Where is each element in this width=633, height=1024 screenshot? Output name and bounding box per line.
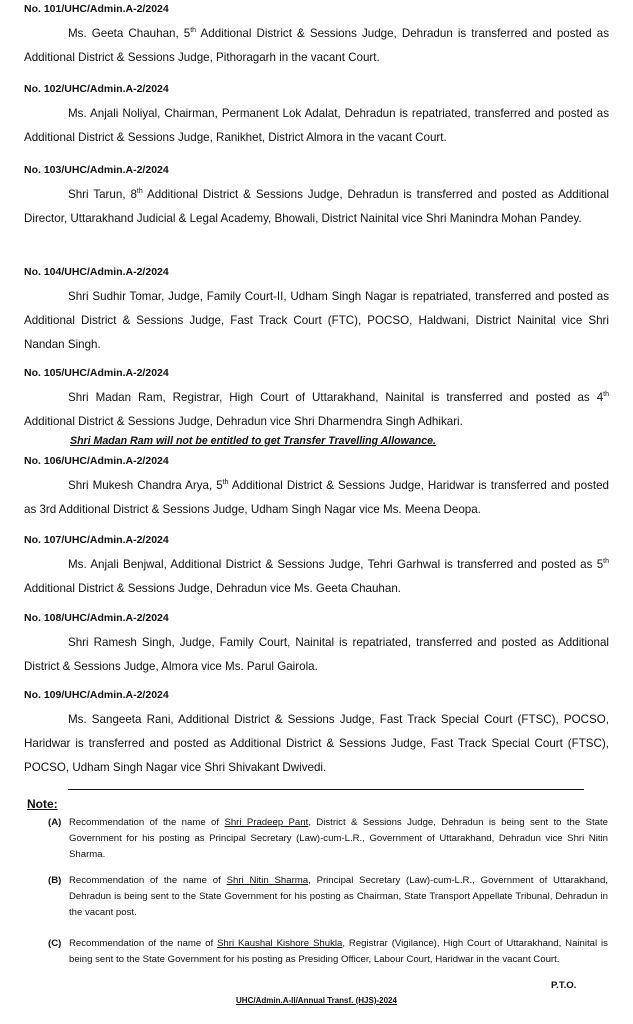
order-number: No. 107/UHC/Admin.A-2/2024 bbox=[24, 534, 169, 546]
order-text: Ms. Sangeeta Rani, Additional District & Sessions Judge, Fast Track Special Court (FTSC), POCSO, Haridwar is transferred and posted as Additional District & Sessions Judge, Fast Track Special Court (FTSC), POCSO, Udham Singh Nagar vice Shri Shivakant Dwivedi. bbox=[24, 713, 609, 774]
order-text: Shri Ramesh Singh, Judge, Family Court, Nainital is repatriated, transferred and posted as Additional District & Sessions Judge, Almora vice Ms. Parul Gairola. bbox=[24, 636, 609, 673]
divider-rule bbox=[68, 789, 584, 790]
order-number: No. 108/UHC/Admin.A-2/2024 bbox=[24, 612, 169, 624]
order-block bbox=[24, 266, 611, 357]
order-block bbox=[24, 3, 611, 70]
pto-marker: P.T.O. bbox=[551, 980, 577, 991]
order-text: Ms. Anjali Noliyal, Chairman, Permanent Lok Adalat, Dehradun is repatriated, transferred and posted as Additional District & Sessions Judge, Ranikhet, District Almora in the vacant Court. bbox=[24, 107, 609, 144]
document-footer: UHC/Admin.A-II/Annual Transf. (HJS)-2024 bbox=[236, 996, 397, 1005]
order-text: Ms. Anjali Benjwal, Additional District & Sessions Judge, Tehri Garhwal is transferred and posted as 5th Additional District & Sessions Judge, Dehradun vice Ms. Geeta Chauhan. bbox=[24, 558, 609, 595]
order-block bbox=[24, 455, 611, 522]
order-text: Shri Madan Ram, Registrar, High Court of Uttarakhand, Nainital is transferred and posted as 4th Additional District & Sessions Judge, Dehradun vice Shri Dharmendra Singh Adhikari. bbox=[24, 391, 609, 428]
order-block bbox=[24, 689, 611, 780]
order-number: No. 109/UHC/Admin.A-2/2024 bbox=[24, 689, 169, 701]
order-number: No. 103/UHC/Admin.A-2/2024 bbox=[24, 164, 169, 176]
order-block bbox=[24, 83, 611, 150]
order-block bbox=[24, 612, 611, 679]
note-label: (B) bbox=[48, 875, 62, 886]
note-item bbox=[48, 815, 608, 863]
order-number: No. 106/UHC/Admin.A-2/2024 bbox=[24, 455, 169, 467]
order-number: No. 105/UHC/Admin.A-2/2024 bbox=[24, 367, 169, 379]
note-text: Recommendation of the name of Shri Kaushal Kishore Shukla, Registrar (Vigilance), High Court of Uttarakhand, Nainital is being sent to the State Government for his posting as Presiding Officer, Labour Court, Haridwar in the vacant Court. bbox=[69, 938, 608, 965]
order-text: Shri Mukesh Chandra Arya, 5th Additional District & Sessions Judge, Haridwar is transferred and posted as 3rd Additional District & Sessions Judge, Udham Singh Nagar vice Ms. Meena Deopa. bbox=[24, 479, 609, 516]
remark-note: Shri Madan Ram will not be entitled to get Transfer Travelling Allowance. bbox=[70, 435, 436, 447]
note-heading: Note: bbox=[27, 797, 58, 811]
order-number: No. 104/UHC/Admin.A-2/2024 bbox=[24, 266, 169, 278]
note-label: (A) bbox=[48, 817, 62, 828]
order-text: Ms. Geeta Chauhan, 5th Additional District & Sessions Judge, Dehradun is transferred and posted as Additional District & Sessions Judge, Pithoragarh in the vacant Court. bbox=[24, 27, 609, 64]
order-text: Shri Sudhir Tomar, Judge, Family Court-II, Udham Singh Nagar is repatriated, transferred and posted as Additional District & Sessions Judge, Fast Track Court (FTC), POCSO, Haldwani, District Nainital vice Shri Nandan Singh. bbox=[24, 290, 609, 351]
note-text: Recommendation of the name of Shri Pradeep Pant, District & Sessions Judge, Dehradun is being sent to the State Government for his posting as Principal Secretary (Law)-cum-L.R., Government of Uttarakhand, Dehradun vice Shri Nitin Sharma. bbox=[69, 817, 608, 860]
note-item bbox=[48, 873, 608, 921]
note-label: (C) bbox=[48, 938, 62, 949]
order-text: Shri Tarun, 8th Additional District & Sessions Judge, Dehradun is transferred and posted as Additional Director, Uttarakhand Judicial & Legal Academy, Bhowali, District Nainital vice Shri Manindra Mohan Pandey. bbox=[24, 188, 609, 225]
order-number: No. 101/UHC/Admin.A-2/2024 bbox=[24, 3, 169, 15]
order-block bbox=[24, 367, 611, 434]
order-block bbox=[24, 534, 611, 601]
order-number: No. 102/UHC/Admin.A-2/2024 bbox=[24, 83, 169, 95]
note-text: Recommendation of the name of Shri Nitin Sharma, Principal Secretary (Law)-cum-L.R., Government of Uttarakhand, Dehradun is being sent to the State Government for his posting as Chairman, State Transport Appellate Tribunal, Dehradun in the vacant post. bbox=[69, 875, 608, 918]
order-block bbox=[24, 164, 611, 231]
note-item bbox=[48, 936, 608, 968]
